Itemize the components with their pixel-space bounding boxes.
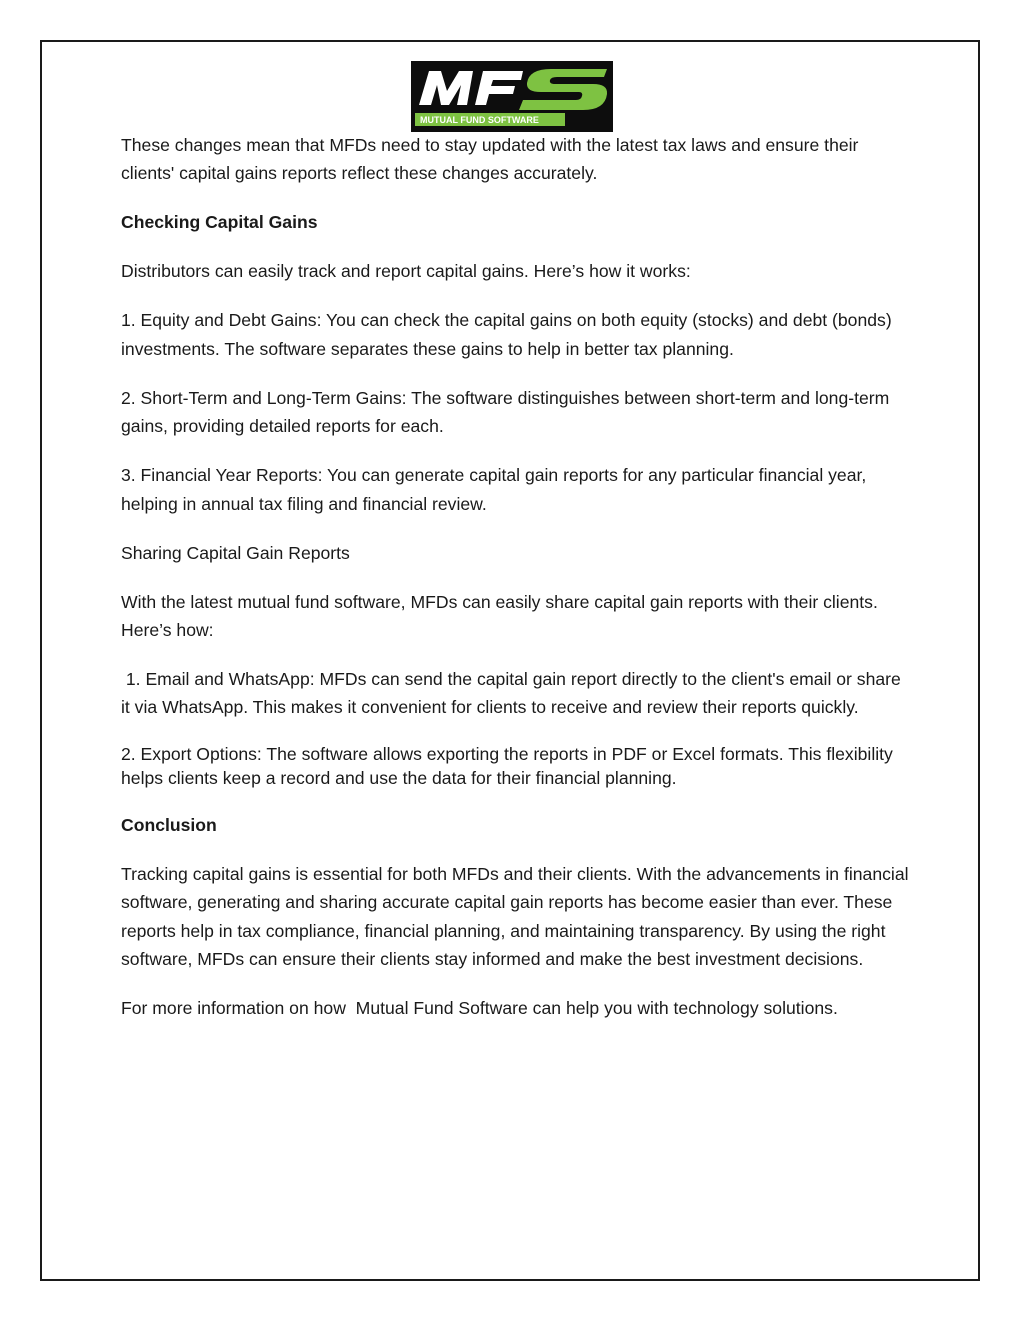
checking-capital-gains-heading: Checking Capital Gains	[121, 212, 318, 233]
checking-intro-paragraph: Distributors can easily track and report capital gains. Here’s how it works:	[121, 261, 691, 282]
list-item: 1. Equity and Debt Gains: You can check the capital gains on both equity (stocks) and debt (bonds) investments. The software separates these gains to help in better tax planning.	[121, 310, 892, 359]
list-item: 3. Financial Year Reports: You can generate capital gain reports for any particular financial year, helping in annual tax filing and financial review.	[121, 465, 867, 514]
list-item: 1. Email and WhatsApp: MFDs can send the capital gain report directly to the client's email or share it via WhatsApp. This makes it convenient for clients to receive and review their reports quickly.	[121, 669, 906, 718]
intro-paragraph: These changes mean that MFDs need to stay updated with the latest tax laws and ensure their clients' capital gains reports reflect these changes accurately.	[121, 135, 859, 184]
conclusion-heading: Conclusion	[121, 814, 217, 835]
conclusion-paragraph: Tracking capital gains is essential for both MFDs and their clients. With the advancements in financial software, generating and sharing accurate capital gain reports has become easier than ever. These reports help in tax compliance, financial planning, and maintaining transparency. By using the right software, MFDs can ensure their clients stay informed and make the best investment decisions.	[121, 863, 909, 970]
mfs-logo	[411, 61, 613, 132]
list-item: 2. Short-Term and Long-Term Gains: The software distinguishes between short-term and long-term gains, providing detailed reports for each.	[121, 387, 890, 437]
list-item: 2. Export Options: The software allows exporting the reports in PDF or Excel formats. This flexibility helps clients keep a record and use the data for their financial planning.	[121, 744, 893, 789]
sharing-reports-heading: Sharing Capital Gain Reports	[121, 542, 350, 563]
sharing-intro-paragraph: With the latest mutual fund software, MFDs can easily share capital gain reports with their clients. Here’s how:	[121, 591, 878, 641]
document-body	[121, 131, 911, 1043]
logo-tagline: MUTUAL FUND SOFTWARE	[420, 115, 539, 125]
footer-paragraph: For more information on how Mutual Fund Software can help you with technology solutions.	[121, 998, 838, 1019]
